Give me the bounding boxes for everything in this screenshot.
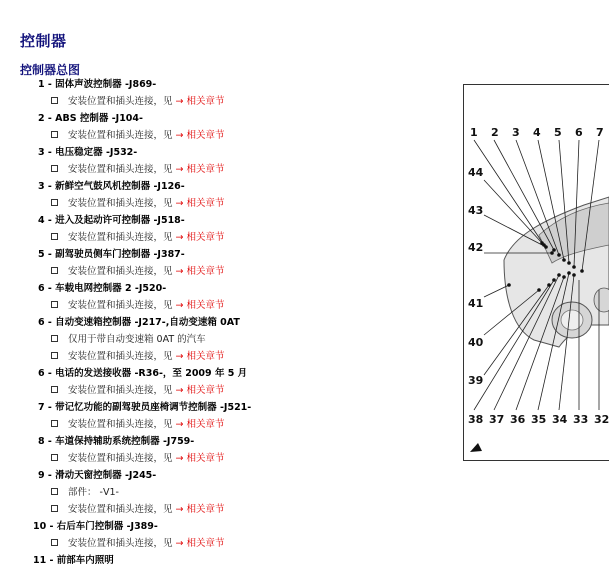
figure-callout-number: 34 [552,413,568,426]
square-bullet-icon [51,488,58,495]
list-subitem [0,231,300,244]
subitem-text: 安装位置和插头连接，见 [68,419,176,430]
list-subitem [0,537,300,550]
list-subitem [0,350,300,363]
related-chapter-link[interactable]: → 相关章节 [175,385,225,396]
square-bullet-icon [51,420,58,427]
list-item: 3 - 新鲜空气鼓风机控制器 -J126- [38,181,185,192]
square-bullet-icon [51,352,58,359]
figure-callout-number: 35 [531,413,547,426]
list-item: 9 - 滑动天窗控制器 -J245- [38,470,157,481]
figure-callout-number: 40 [468,336,484,349]
square-bullet-icon [51,335,58,342]
related-chapter-link[interactable]: → 相关章节 [175,232,225,243]
subitem-text: 安装位置和插头连接，见 [68,164,176,175]
square-bullet-icon [51,165,58,172]
car-diagram [464,85,609,460]
subitem-text: 安装位置和插头连接，见 [68,385,176,396]
figure-callout-number: 41 [468,297,484,310]
related-chapter-link[interactable]: → 相关章节 [175,198,225,209]
list-item: 2 - ABS 控制器 -J104- [38,113,143,124]
related-chapter-link[interactable]: → 相关章节 [175,300,225,311]
list-subitem [0,486,300,499]
figure-callout-number: 2 [491,126,499,139]
figure-callout-number: 43 [468,204,484,217]
figure-callout-number: 38 [468,413,484,426]
figure-callout-number: 4 [533,126,541,139]
subitem-text: 安装位置和插头连接，见 [68,538,176,549]
related-chapter-link[interactable]: → 相关章节 [175,130,225,141]
list-item: 4 - 进入及起动许可控制器 -J518- [38,215,185,226]
subitem-text: 安装位置和插头连接，见 [68,266,176,277]
controller-list [0,78,300,567]
square-bullet-icon [51,301,58,308]
list-subitem [0,299,300,312]
list-subitem [0,418,300,431]
figure-callout-number: 42 [468,241,484,254]
subitem-text: 安装位置和插头连接，见 [68,130,176,141]
figure-callout-number: 32 [594,413,609,426]
related-chapter-link[interactable]: → 相关章节 [175,538,225,549]
list-subitem [0,333,300,346]
figure-callout-number: 44 [468,166,484,179]
list-item: 6 - 电话的发送接收器 -R36-，至 2009 年 5 月 [38,368,248,379]
square-bullet-icon [51,233,58,240]
controller-location-figure [463,84,609,461]
figure-callout-number: 6 [575,126,583,139]
subitem-text: 部件： -V1- [68,487,119,498]
square-bullet-icon [51,97,58,104]
figure-callout-number: 3 [512,126,520,139]
figure-callout-number: 5 [554,126,562,139]
square-bullet-icon [51,539,58,546]
subitem-text: 安装位置和插头连接，见 [68,198,176,209]
figure-marker-icon [470,443,482,452]
related-chapter-link[interactable]: → 相关章节 [175,453,225,464]
subitem-text: 安装位置和插头连接，见 [68,96,176,107]
subitem-text: 安装位置和插头连接，见 [68,351,176,362]
list-subitem [0,129,300,142]
related-chapter-link[interactable]: → 相关章节 [175,351,225,362]
list-subitem [0,452,300,465]
list-item: 5 - 副驾驶员侧车门控制器 -J387- [38,249,185,260]
square-bullet-icon [51,505,58,512]
figure-callout-number: 7 [596,126,604,139]
front-wheel-hub [561,310,583,330]
list-subitem [0,95,300,108]
list-subitem [0,503,300,516]
related-chapter-link[interactable]: → 相关章节 [175,419,225,430]
list-subitem [0,197,300,210]
related-chapter-link[interactable]: → 相关章节 [175,96,225,107]
list-item: 6 - 车载电网控制器 2 -J520- [38,283,167,294]
figure-left-numbers [468,166,484,387]
subitem-text: 仅用于带自动变速箱 0AT 的汽车 [68,334,206,345]
list-subitem [0,384,300,397]
square-bullet-icon [51,131,58,138]
list-item: 8 - 车道保持辅助系统控制器 -J759- [38,436,195,447]
square-bullet-icon [51,386,58,393]
subitem-text: 安装位置和插头连接，见 [68,453,176,464]
square-bullet-icon [51,199,58,206]
section-title: 控制器总图 [20,63,81,77]
figure-bottom-numbers [468,413,609,426]
list-item: 11 - 前部车内照明 [33,555,114,566]
related-chapter-link[interactable]: → 相关章节 [175,164,225,175]
list-item: 1 - 固体声波控制器 -J869- [38,79,157,90]
related-chapter-link[interactable]: → 相关章节 [175,266,225,277]
list-subitem [0,265,300,278]
page-title: 控制器 [20,32,67,50]
subitem-text: 安装位置和插头连接，见 [68,232,176,243]
figure-callout-number: 37 [489,413,505,426]
square-bullet-icon [51,454,58,461]
list-subitem [0,163,300,176]
related-chapter-link[interactable]: → 相关章节 [175,504,225,515]
subitem-text: 安装位置和插头连接，见 [68,300,176,311]
figure-callout-number: 33 [573,413,589,426]
list-item: 6 - 自动变速箱控制器 -J217-,自动变速箱 0AT [38,317,240,328]
figure-top-numbers [470,126,604,139]
list-item: 3 - 电压稳定器 -J532- [38,147,138,158]
list-item: 7 - 带记忆功能的副驾驶员座椅调节控制器 -J521- [38,402,252,413]
figure-callout-number: 39 [468,374,484,387]
list-item: 10 - 右后车门控制器 -J389- [33,521,158,532]
figure-callout-number: 36 [510,413,526,426]
subitem-text: 安装位置和插头连接，见 [68,504,176,515]
square-bullet-icon [51,267,58,274]
figure-callout-number: 1 [470,126,478,139]
